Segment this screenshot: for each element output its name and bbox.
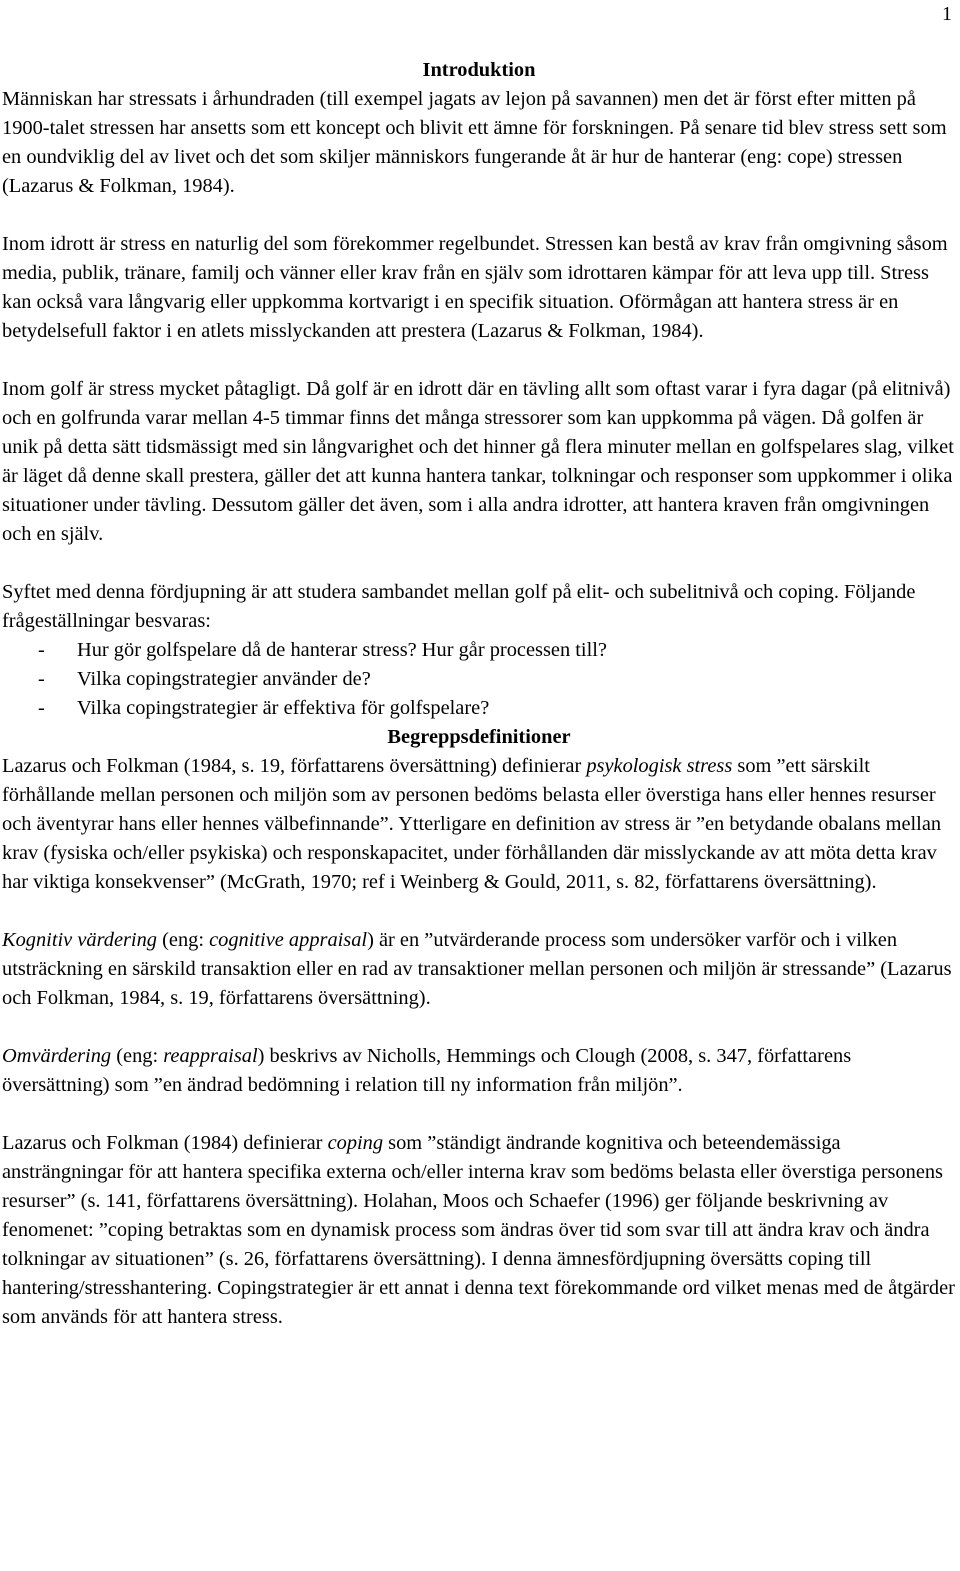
definition-text: Lazarus och Folkman (1984, s. 19, författarens översättning) definierar [2,755,587,777]
definition-term: psykologisk stress [586,755,733,777]
definition-term: Omvärdering [2,1045,112,1067]
intro-paragraph-4: Syftet med denna fördjupning är att studera sambandet mellan golf på elit- och subelitnivå och coping. Följande frågeställningar besvaras: [2,581,916,632]
list-dash: - [38,697,45,719]
definition-cognitive-appraisal [2,926,956,1013]
list-item-text: Hur gör golfspelare då de hanterar stress? Hur går processen till? [77,639,607,661]
definition-term: coping [327,1132,384,1154]
definition-text: som ”ständigt ändrande kognitiva och beteendemässiga ansträngningar för att hantera specifika externa och/eller interna krav som bedöms belasta eller överstiga personens resurser” (s. 141, författarens översättning). Holahan, Moos och Schaefer (1996) ger följande beskrivning av fenomenet: ”coping betraktas som en dynamisk process som ändras över tid som svar till att ändra krav och ändra tolkningar av situationen” (s. 26, författarens översättning). I denna ämnesfördjupning översätts coping till hantering/stresshantering. Copingstrategier är ett annat i denna text förekommande ord vilket menas med de åtgärder som används för att hantera stress. [2,1132,955,1328]
document-body [2,56,956,1332]
definition-text: Lazarus och Folkman (1984) definierar [2,1132,328,1154]
list-item [2,694,956,723]
definition-stress [2,752,956,897]
definition-reappraisal [2,1042,956,1100]
list-item-text: Vilka copingstrategier är effektiva för golfspelare? [77,697,490,719]
list-dash: - [38,639,45,661]
page-number: 1 [942,3,952,25]
definition-text: som ”ett särskilt förhållande mellan personen och miljön som av personen bedöms belasta eller överstiga hans eller hennes resurser och äventyrar hans eller hennes välbefinnande”. Ytterligare en definition av stress är ”en betydande obalans mellan krav (fysiska och/eller psykiska) och responskapacitet, under förhållanden där misslyckande av att möta detta krav har viktiga konsekvenser” (McGrath, 1970; ref i Weinberg & Gould, 2011, s. 82, författarens översättning). [2,755,942,893]
research-questions [2,636,956,723]
list-item-text: Vilka copingstrategier använder de? [77,668,371,690]
definition-coping [2,1129,956,1332]
definition-text: ) beskrivs av Nicholls, Hemmings och Clough (2008, s. 347, författarens översättning) som ”en ändrad bedömning i relation till ny information från miljön”. [2,1045,852,1096]
definition-text: ) är en ”utvärderande process som undersöker varför och i vilken utsträckning en särskild transaktion eller en rad av transaktioner mellan personen och miljön är stressande” (Lazarus och Folkman, 1984, s. 19, författarens översättning). [2,929,952,1009]
intro-paragraph-1: Människan har stressats i århundraden (till exempel jagats av lejon på savannen) men det är först efter mitten på 1900-talet stressen har ansetts som ett koncept och blivit ett ämne för forskningen. På senare tid blev stress sett som en oundviklig del av livet och det som skiljer människors fungerande åt är hur de hanterar (eng: cope) stressen (Lazarus & Folkman, 1984). [2,88,947,197]
list-item [2,636,956,665]
intro-heading: Introduktion [422,59,536,81]
intro-paragraph-2: Inom idrott är stress en naturlig del som förekommer regelbundet. Stressen kan bestå av krav från omgivning såsom media, publik, tränare, familj och vänner eller krav från en själv som idrottaren kämpar för att leva upp till. Stress kan också vara långvarig eller uppkomma kortvarigt i en specifik situation. Oförmågan att hantera stress är en betydelsefull faktor i en atlets misslyckanden att prestera (Lazarus & Folkman, 1984). [2,233,948,342]
definition-text: (eng: [111,1045,164,1067]
definition-term: Kognitiv värdering [2,929,157,951]
intro-paragraph-3: Inom golf är stress mycket påtagligt. Då golf är en idrott där en tävling allt som oftast varar i fyra dagar (på elitnivå) och en golfrunda varar mellan 4-5 timmar finns det många stressorer som kan uppkomma på vägen. Då golfen är unik på detta sätt tidsmässigt med sin långvarighet och det hinner gå flera minuter mellan en golfspelares slag, vilket är läget då denne skall prestera, gäller det att kunna hantera tankar, tolkningar och responser som uppkommer i olika situationer under tävling. Dessutom gäller det även, som i alla andra idrotter, att hantera kraven från omgivningen och en själv. [2,378,954,545]
list-dash: - [38,668,45,690]
definition-term-english: reappraisal [163,1045,258,1067]
list-item [2,665,956,694]
definitions-heading: Begreppsdefinitioner [387,726,571,748]
definition-text: (eng: [157,929,210,951]
definition-term-english: cognitive appraisal [209,929,368,951]
